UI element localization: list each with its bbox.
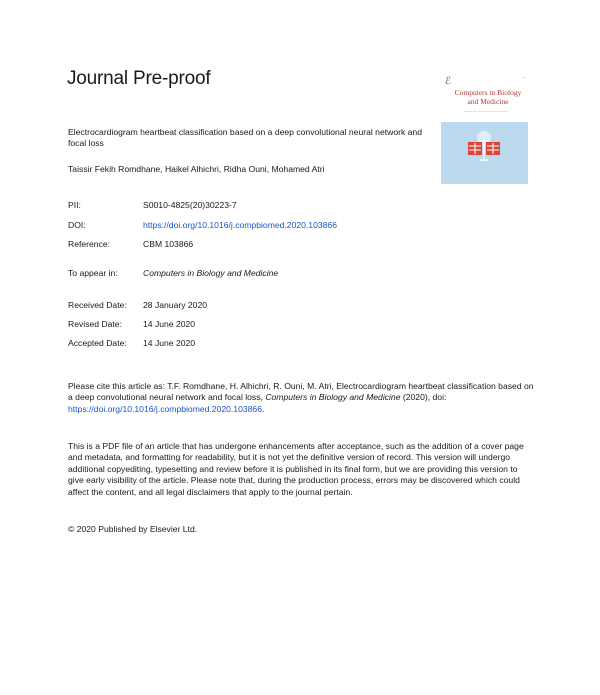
cover-art-icon: [464, 128, 504, 168]
citation-journal: Computers in Biology and Medicine: [265, 392, 401, 403]
reference-label: Reference:: [68, 239, 111, 249]
doi-label: DOI:: [68, 220, 86, 230]
citation-doi-link[interactable]: https://doi.org/10.1016/j.compbiomed.2020.103866: [68, 403, 262, 414]
copyright-line: © 2020 Published by Elsevier Ltd.: [68, 524, 198, 534]
revised-date-value: 14 June 2020: [143, 319, 196, 329]
accepted-date-label: Accepted Date:: [68, 338, 127, 348]
citation-middle: (2020), doi:: [402, 392, 447, 403]
citation-suffix: .: [261, 403, 265, 414]
logo-journal-subtitle: — — — — — — — — — —: [464, 109, 508, 113]
accepted-date-value: 14 June 2020: [143, 338, 196, 348]
journal-cover-image: [441, 122, 528, 184]
appear-in-label: To appear in:: [68, 268, 118, 278]
pii-value: S0010-4825(20)30223-7: [143, 200, 237, 210]
article-title: Electrocardiogram heartbeat classification based on a deep convolutional neural network and focal loss: [68, 127, 422, 148]
doi-link[interactable]: https://doi.org/10.1016/j.compbiomed.2020.103866: [143, 220, 337, 230]
pii-label: PII:: [68, 200, 81, 210]
appear-in-journal: Computers in Biology and Medicine: [143, 268, 279, 278]
received-date-value: 28 January 2020: [143, 300, 208, 310]
page-header-title: Journal Pre-proof: [67, 68, 211, 89]
reference-value: CBM 103866: [143, 239, 194, 249]
notice-paragraph: This is a PDF file of an article that has undergone enhancements after acceptance, such as the addition of a cover page and metadata, and formatting for readability, but it is not yet the definitive version of record. This version will undergo additional copyediting, typesetting and review before it is published in its final form, but we are providing this version to give early visibility of the article. Please note that, during the production process, errors may be discovered which could affect the content, and all legal disclaimers that apply to the journal pertain.: [68, 441, 524, 497]
article-authors: Taissir Fekih Romdhane, Haikel Alhichri, Ridha Ouni, Mohamed Atri: [68, 164, 325, 174]
citation-prefix: Please cite this article as: T.F. Romdhane, H. Alhichri, R. Ouni, M. Atri, Electrocardiogram heartbeat classification based on a deep convolutional neural network and focal loss,: [68, 381, 534, 403]
logo-corner-text: -.-: [522, 74, 526, 79]
logo-journal-name: Computers in Biology and Medicine: [454, 88, 522, 106]
revised-date-label: Revised Date:: [68, 319, 122, 329]
journal-logo-header: [441, 72, 528, 122]
received-date-label: Received Date:: [68, 300, 127, 310]
journal-cover-logo: [441, 72, 528, 184]
elsevier-tree-icon: ℰ: [445, 76, 452, 87]
citation-paragraph: [68, 381, 534, 415]
